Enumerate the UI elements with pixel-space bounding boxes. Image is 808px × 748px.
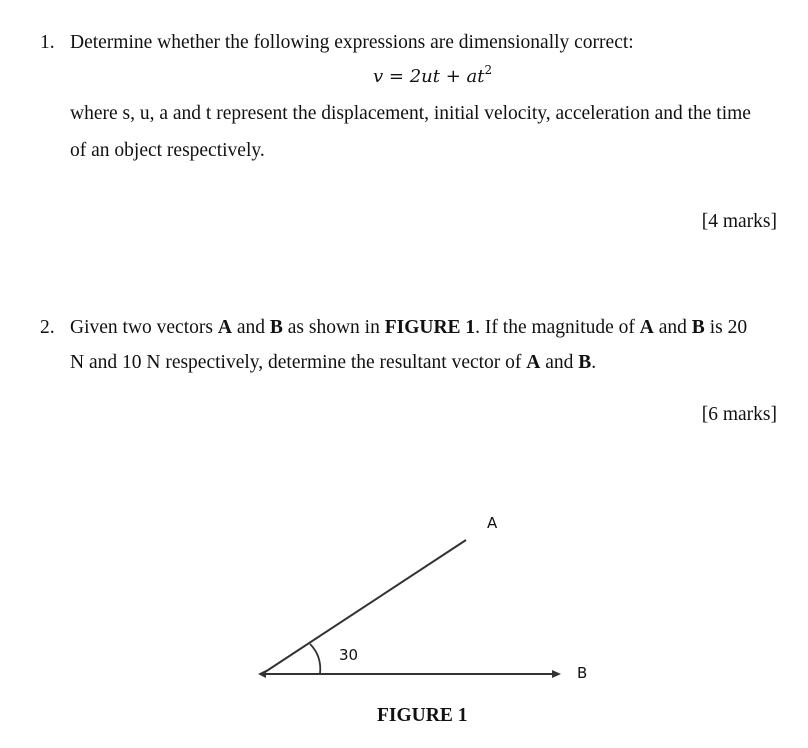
origin-tail-mark (258, 670, 266, 678)
figure-caption: FIGURE 1 (377, 705, 468, 726)
vector-a-label: A (487, 514, 498, 532)
formula-equals: = (388, 66, 404, 87)
q1-number: 1. (40, 32, 55, 53)
vector-a-line (262, 540, 466, 674)
vector-b-ref: B (578, 352, 592, 373)
vector-a-ref: A (526, 352, 541, 373)
vector-b-label: B (577, 664, 588, 682)
q2-marks: [6 marks] (701, 404, 777, 425)
q1-prompt: Determine whether the following expressions are dimensionally correct: (70, 32, 634, 53)
q2-text-line1: Given two vectors A and B as shown in FIGURE 1. If the magnitude of A and B is 20 (70, 317, 748, 338)
q1-description-line1: where s, u, a and t represent the displacement, initial velocity, acceleration and the time (70, 103, 751, 124)
vector-b-ref: B (691, 317, 705, 338)
q2-number: 2. (40, 317, 55, 338)
q2-text-line2: N and 10 N respectively, determine the resultant vector of A and B. (70, 352, 597, 373)
formula-lhs: v (373, 66, 384, 87)
q1-marks: [4 marks] (701, 211, 777, 232)
vector-a-ref: A (639, 317, 654, 338)
vector-b-ref: B (269, 317, 283, 338)
formula-rhs: 2ut + at (409, 66, 485, 87)
vector-b-arrowhead (552, 670, 561, 678)
angle-arc (310, 644, 320, 674)
formula-exponent: 2 (484, 63, 493, 77)
angle-label: 30 (339, 646, 359, 664)
q1-description-line2: of an object respectively. (70, 140, 265, 161)
figure-ref: FIGURE 1 (384, 317, 476, 338)
vector-a-ref: A (217, 317, 232, 338)
